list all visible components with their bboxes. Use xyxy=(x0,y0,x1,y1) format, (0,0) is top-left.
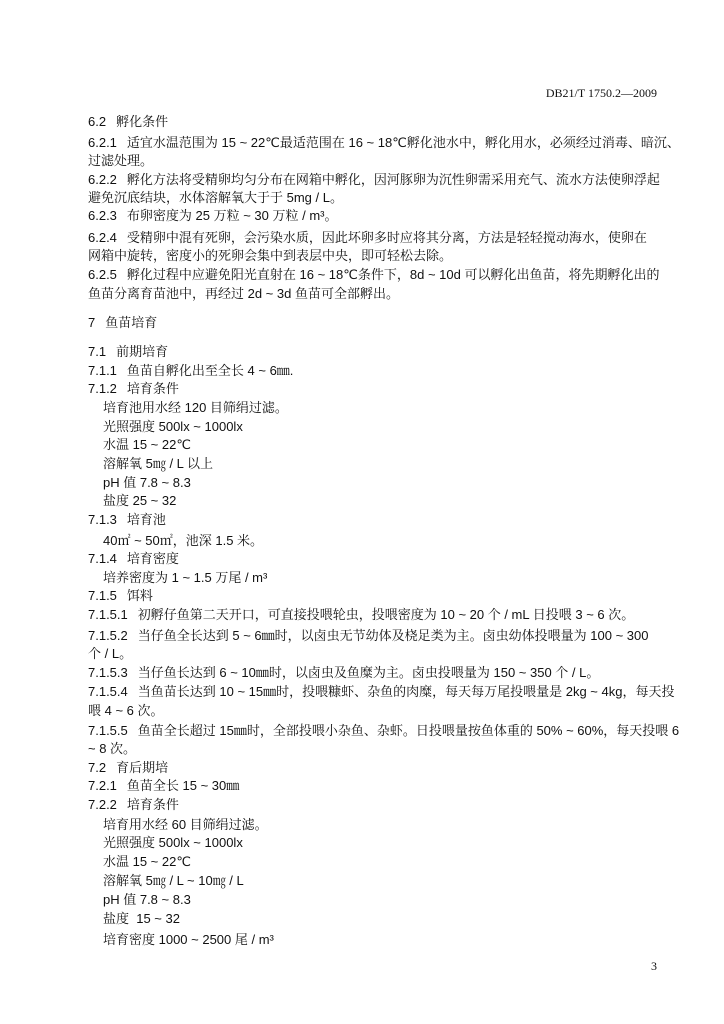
condition-item: 溶解氧 5㎎ / L ~ 10㎎ / L xyxy=(103,873,244,888)
clause-6-2-1 xyxy=(88,134,684,152)
clause-number: 6.2.3 xyxy=(88,208,117,223)
clause-text: 孵化方法将受精卵均匀分布在网箱中孵化，因河豚卵为沉性卵需采用充气、流水方法使卵浮起 xyxy=(126,172,660,187)
condition-item: 培育用水经 60 目筛绢过滤。 xyxy=(103,817,268,832)
clause-text: 布卵密度为 25 万粒 ~ 30 万粒 / m³。 xyxy=(126,208,338,223)
condition-item: 光照强度 500lx ~ 1000lx xyxy=(103,419,243,434)
clause-7-2-1 xyxy=(88,777,684,795)
clause-text: 受精卵中混有死卵，会污染水质，因此坏卵多时应将其分离，方法是轻轻搅动海水，使卵在 xyxy=(126,230,647,245)
condition-item: 培育池用水经 120 目筛绢过滤。 xyxy=(103,400,288,415)
clause-number: 7.1 xyxy=(88,344,107,359)
condition-item: 水温 15 ~ 22℃ xyxy=(103,437,191,452)
standard-code-header: DB21/T 1750.2—2009 xyxy=(545,86,657,100)
clause-number: 6.2.4 xyxy=(88,230,117,245)
condition-item: 盐度 25 ~ 32 xyxy=(103,493,177,508)
clause-number: 7.1.5.3 xyxy=(88,665,128,680)
clause-number: 7.1.5.4 xyxy=(88,684,128,699)
clause-title: 孵化条件 xyxy=(116,114,169,129)
condition-item: 水温 15 ~ 22℃ xyxy=(103,854,191,869)
condition-item: pH 值 7.8 ~ 8.3 xyxy=(103,892,191,907)
clause-6-2-5 xyxy=(88,266,684,284)
clause-number: 7.1.2 xyxy=(88,381,117,396)
clause-title: 鱼苗培育 xyxy=(105,315,158,330)
clause-text: 当仔鱼长达到 6 ~ 10㎜时，以卤虫及鱼糜为主。卤虫投喂量为 150 ~ 350 个 / L。 xyxy=(137,665,600,680)
clause-number: 7.1.5 xyxy=(88,588,117,603)
condition-item: 盐度 15 ~ 32 xyxy=(103,911,180,926)
clause-number: 6.2.2 xyxy=(88,172,117,187)
clause-7-1-5-2-continuation: 个 / L。 xyxy=(88,646,133,661)
clause-7-1-5-5-continuation: ~ 8 次。 xyxy=(88,741,137,756)
clause-title: 育后期培 xyxy=(116,760,169,775)
clause-number: 7.1.5.2 xyxy=(88,628,128,643)
clause-7-1-2-heading xyxy=(88,380,684,398)
clause-7-1-5-2 xyxy=(88,627,684,645)
clause-7-1-5-4 xyxy=(88,683,684,701)
clause-6-2-4 xyxy=(88,229,684,247)
clause-7-1-3-heading xyxy=(88,511,684,529)
clause-6-2-4-continuation: 网箱中旋转，密度小的死卵会集中到表层中央，即可轻松去除。 xyxy=(88,248,453,263)
clause-title: 培育条件 xyxy=(126,381,179,396)
clause-6-2-heading xyxy=(88,113,684,131)
clause-text: 孵化过程中应避免阳光直射在 16 ~ 18℃条件下，8d ~ 10d 可以孵化出鱼苗，将先期孵化出的 xyxy=(126,267,660,282)
condition-item: 溶解氧 5㎎ / L 以上 xyxy=(103,456,214,471)
clause-7-1-1 xyxy=(88,362,684,380)
clause-7-2-2-heading xyxy=(88,796,684,814)
page-number: 3 xyxy=(651,959,657,973)
clause-number: 7.1.1 xyxy=(88,363,117,378)
clause-title: 饵料 xyxy=(126,588,153,603)
clause-7-1-5-3 xyxy=(88,664,684,682)
clause-number: 7.2.2 xyxy=(88,797,117,812)
clause-text: 当仔鱼全长达到 5 ~ 6㎜时，以卤虫无节幼体及桡足类为主。卤虫幼体投喂量为 100 ~ 300 xyxy=(137,628,649,643)
clause-number: 6.2.5 xyxy=(88,267,117,282)
clause-number: 7.1.5.5 xyxy=(88,723,128,738)
clause-number: 7 xyxy=(88,315,96,330)
condition-item: 培育密度 1000 ~ 2500 尾 / m³ xyxy=(103,932,274,947)
clause-number: 7.2.1 xyxy=(88,778,117,793)
clause-title: 培育密度 xyxy=(126,551,179,566)
condition-item: pH 值 7.8 ~ 8.3 xyxy=(103,475,191,490)
clause-text: 当鱼苗长达到 10 ~ 15㎜时，投喂糠虾、杂鱼的肉糜，每天每万尾投喂量是 2kg ~ 4kg，每天投 xyxy=(137,684,675,699)
clause-6-2-2-continuation: 避免沉底结块，水体溶解氧大于于 5mg / L。 xyxy=(88,190,343,205)
clause-text: 鱼苗全长超过 15㎜时，全部投喂小杂鱼、杂虾。日投喂量按鱼体重的 50% ~ 60%，每天投喂 6 xyxy=(137,723,680,738)
clause-7-1-5-4-continuation: 喂 4 ~ 6 次。 xyxy=(88,703,164,718)
clause-number: 6.2 xyxy=(88,114,107,129)
clause-title: 前期培育 xyxy=(116,344,169,359)
clause-6-2-2 xyxy=(88,171,684,189)
clause-7-1-heading xyxy=(88,343,684,361)
clause-number: 7.2 xyxy=(88,760,107,775)
clause-number: 7.1.5.1 xyxy=(88,607,128,622)
clause-title: 培育条件 xyxy=(126,797,179,812)
clause-number: 7.1.3 xyxy=(88,512,117,527)
clause-number: 6.2.1 xyxy=(88,135,117,150)
clause-text: 适宜水温范围为 15 ~ 22℃最适范围在 16 ~ 18℃孵化池水中，孵化用水，必须经过消毒、暗沉、 xyxy=(126,135,680,150)
clause-7-1-4-heading xyxy=(88,550,684,568)
clause-text: 鱼苗全长 15 ~ 30㎜ xyxy=(126,778,240,793)
clause-6-2-5-continuation: 鱼苗分离育苗池中，再经过 2d ~ 3d 鱼苗可全部孵出。 xyxy=(88,286,399,301)
clause-text: 初孵仔鱼第二天开口，可直接投喂轮虫，投喂密度为 10 ~ 20 个 / mL 日投喂 3 ~ 6 次。 xyxy=(137,607,635,622)
section-7-heading xyxy=(88,314,684,332)
clause-title: 培育池 xyxy=(126,512,166,527)
clause-number: 7.1.4 xyxy=(88,551,117,566)
clause-7-1-5-5 xyxy=(88,722,684,740)
clause-6-2-1-continuation: 过滤处理。 xyxy=(88,153,154,168)
condition-item: 40㎡ ~ 50㎡，池深 1.5 米。 xyxy=(103,533,264,548)
clause-6-2-3 xyxy=(88,207,684,225)
clause-7-1-5-heading xyxy=(88,587,684,605)
clause-7-2-heading xyxy=(88,759,684,777)
condition-item: 光照强度 500lx ~ 1000lx xyxy=(103,835,243,850)
clause-7-1-5-1 xyxy=(88,606,684,624)
clause-text: 鱼苗自孵化出至全长 4 ~ 6㎜. xyxy=(126,363,294,378)
condition-item: 培养密度为 1 ~ 1.5 万尾 / m³ xyxy=(103,570,268,585)
